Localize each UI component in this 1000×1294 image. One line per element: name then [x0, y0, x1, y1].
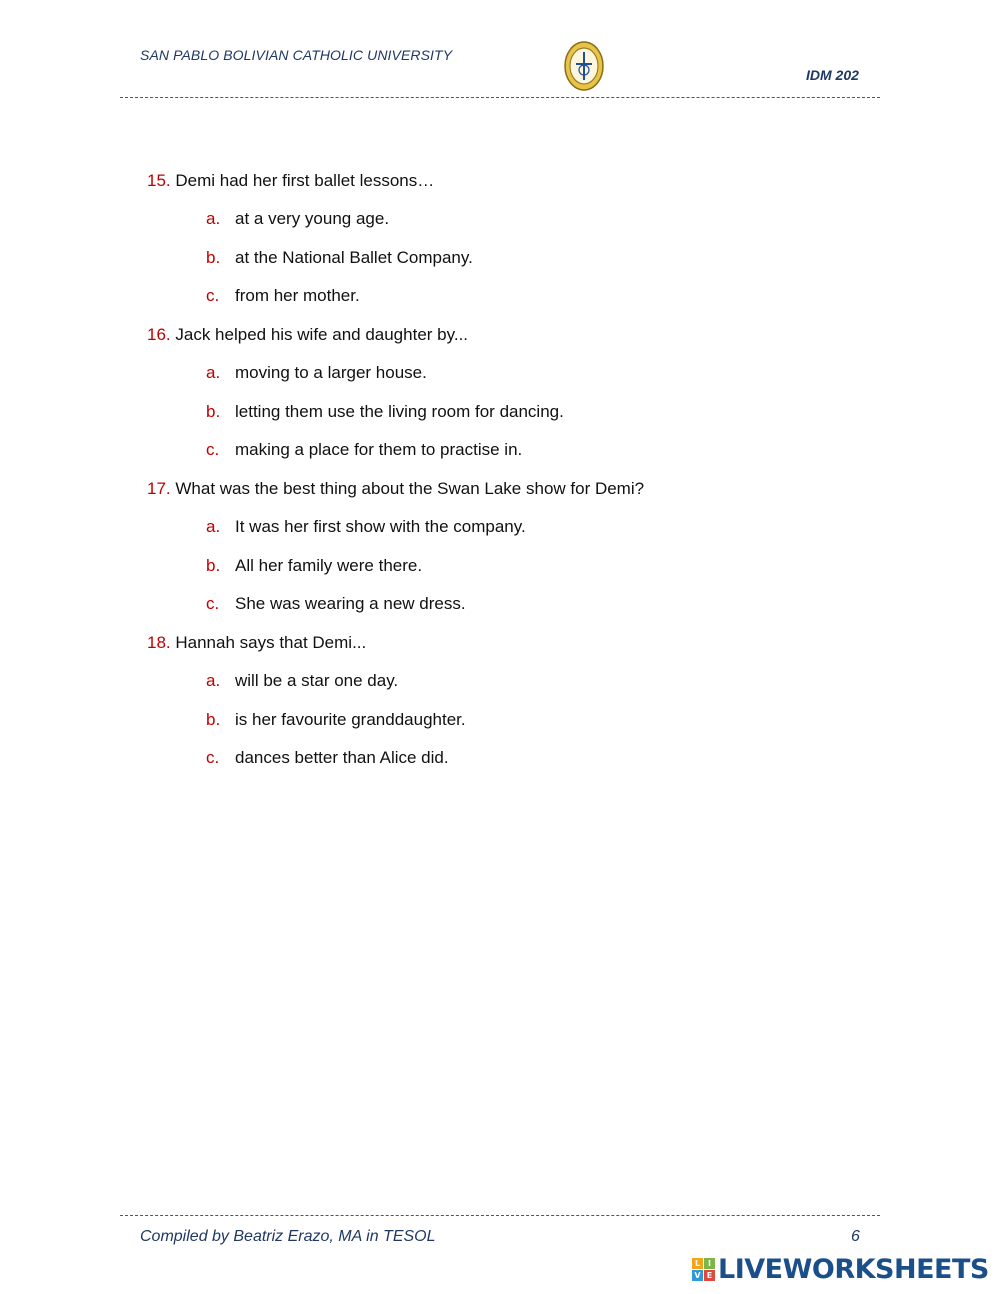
liveworksheets-wordmark: LIVEWORKSHEETS [718, 1253, 989, 1285]
option-letter: b. [206, 556, 221, 575]
option-18b [206, 710, 466, 730]
option-text: She was wearing a new dress. [235, 594, 466, 613]
option-18c [206, 748, 449, 768]
question-16 [147, 325, 468, 345]
option-text: will be a star one day. [235, 671, 399, 690]
option-letter: a. [206, 671, 221, 690]
option-text: moving to a larger house. [235, 363, 427, 382]
option-text: at a very young age. [235, 209, 390, 228]
logo-block: V [692, 1270, 703, 1281]
option-text: at the National Ballet Company. [235, 248, 473, 267]
option-16b [206, 402, 564, 422]
question-number: 18. [147, 633, 171, 652]
question-number: 16. [147, 325, 171, 344]
option-letter: a. [206, 209, 221, 228]
logo-block: E [704, 1270, 715, 1281]
option-16a [206, 363, 427, 383]
option-17c [206, 594, 466, 614]
question-text: Demi had her first ballet lessons… [175, 171, 435, 190]
question-number: 15. [147, 171, 171, 190]
option-15c [206, 286, 360, 306]
question-text: Hannah says that Demi... [175, 633, 367, 652]
option-text: letting them use the living room for dancing. [235, 402, 564, 421]
option-15b [206, 248, 473, 268]
option-text: It was her first show with the company. [235, 517, 526, 536]
question-17 [147, 479, 644, 499]
option-text: from her mother. [235, 286, 360, 305]
question-18 [147, 633, 366, 653]
option-18a [206, 671, 398, 691]
option-text: All her family were there. [235, 556, 423, 575]
option-letter: c. [206, 748, 220, 767]
footer-divider [120, 1215, 880, 1216]
option-text: is her favourite granddaughter. [235, 710, 466, 729]
option-letter: c. [206, 440, 220, 459]
question-number: 17. [147, 479, 171, 498]
option-text: dances better than Alice did. [235, 748, 449, 767]
university-name: SAN PABLO BOLIVIAN CATHOLIC UNIVERSITY [140, 47, 453, 63]
option-letter: b. [206, 402, 221, 421]
option-15a [206, 209, 389, 229]
option-letter: c. [206, 286, 220, 305]
option-letter: b. [206, 710, 221, 729]
question-text: What was the best thing about the Swan Lake show for Demi? [175, 479, 645, 498]
option-17b [206, 556, 422, 576]
header-divider [120, 97, 880, 98]
option-letter: b. [206, 248, 221, 267]
compiled-by: Compiled by Beatriz Erazo, MA in TESOL [140, 1228, 436, 1245]
question-text: Jack helped his wife and daughter by... [175, 325, 469, 344]
option-16c [206, 440, 522, 460]
option-text: making a place for them to practise in. [235, 440, 523, 459]
question-15 [147, 171, 434, 191]
option-17a [206, 517, 526, 537]
page-number: 6 [851, 1228, 860, 1245]
logo-block: I [704, 1258, 715, 1269]
liveworksheets-blocks-icon [692, 1258, 715, 1281]
option-letter: a. [206, 363, 221, 382]
option-letter: c. [206, 594, 220, 613]
university-seal-logo [563, 40, 605, 92]
course-code: IDM 202 [806, 67, 859, 83]
logo-block: L [692, 1258, 703, 1269]
liveworksheets-logo[interactable] [692, 1253, 989, 1285]
option-letter: a. [206, 517, 221, 536]
